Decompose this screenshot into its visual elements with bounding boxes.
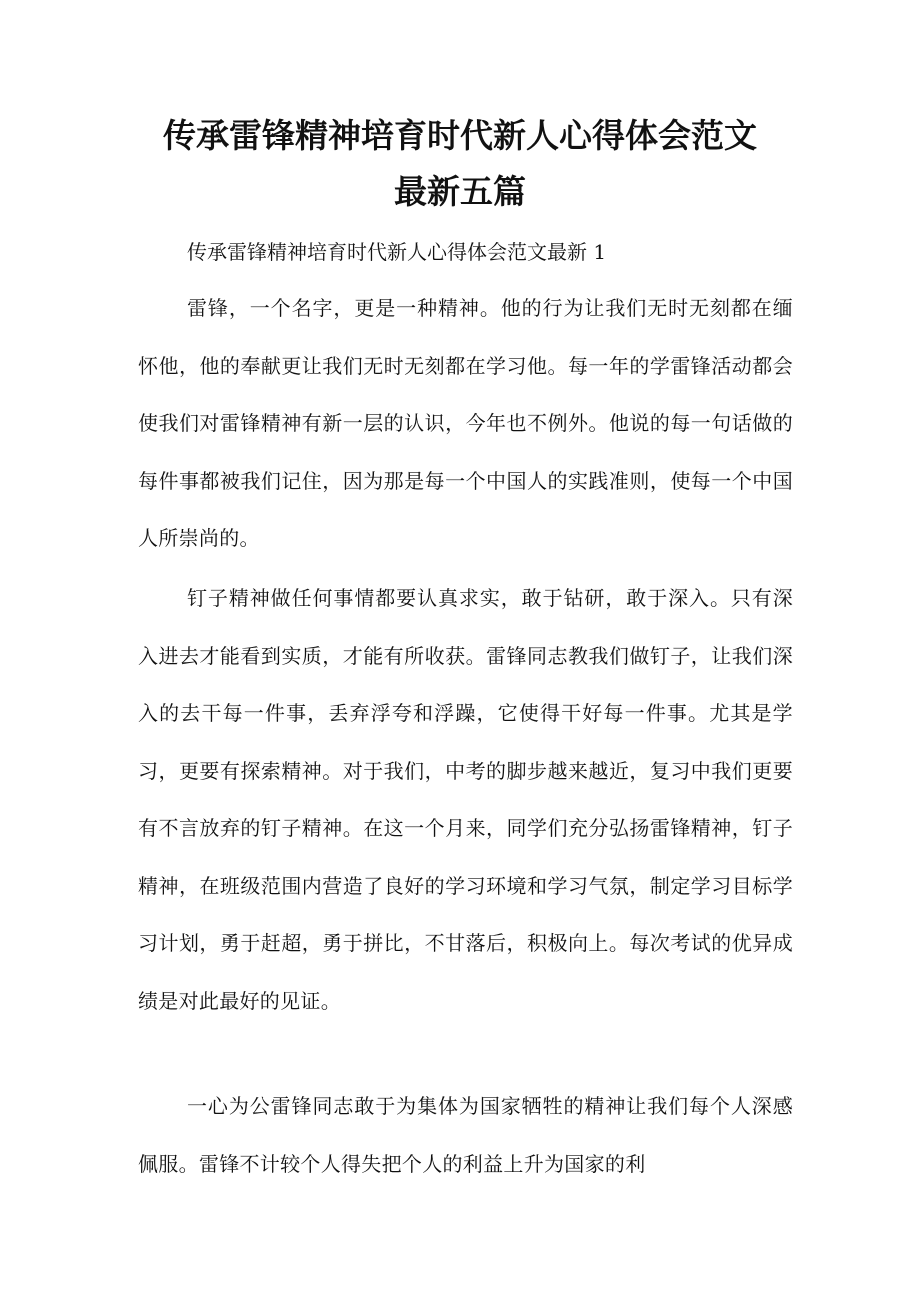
paragraph-3: 一心为公雷锋同志敢于为集体为国家牺牲的精神让我们每个人深感佩服。雷锋不计较个人得失把个人的利益上升为国家的利 <box>138 1094 793 1176</box>
document-title-line-1: 传承雷锋精神培育时代新人心得体会范文 <box>163 116 757 155</box>
section-heading: 传承雷锋精神培育时代新人心得体会范文最新 1 <box>187 240 607 264</box>
paragraph-1: 雷锋，一个名字，更是一种精神。他的行为让我们无时无刻都在缅怀他，他的奉献更让我们无时无刻都在学习他。每一年的学雷锋活动都会使我们对雷锋精神有新一层的认识，今年也不例外。他说的每一句话做的每件事都被我们记住，因为那是每一个中国人的实践准则，使每一个中国人所崇尚的。 <box>138 296 793 550</box>
document-title-line-2: 最新五篇 <box>394 172 526 211</box>
paragraph-2: 钉子精神做任何事情都要认真求实，敢于钻研，敢于深入。只有深入进去才能看到实质，才能有所收获。雷锋同志教我们做钉子，让我们深入的去干每一件事，丢弃浮夸和浮躁，它使得干好每一件事。尤其是学习，更要有探索精神。对于我们，中考的脚步越来越近，复习中我们更要有不言放弃的钉子精神。在这一个月来，同学们充分弘扬雷锋精神，钉子精神，在班级范围内营造了良好的学习环境和学习气氛，制定学习目标学习计划，勇于赶超，勇于拼比，不甘落后，积极向上。每次考试的优异成绩是对此最好的见证。 <box>138 586 793 1013</box>
